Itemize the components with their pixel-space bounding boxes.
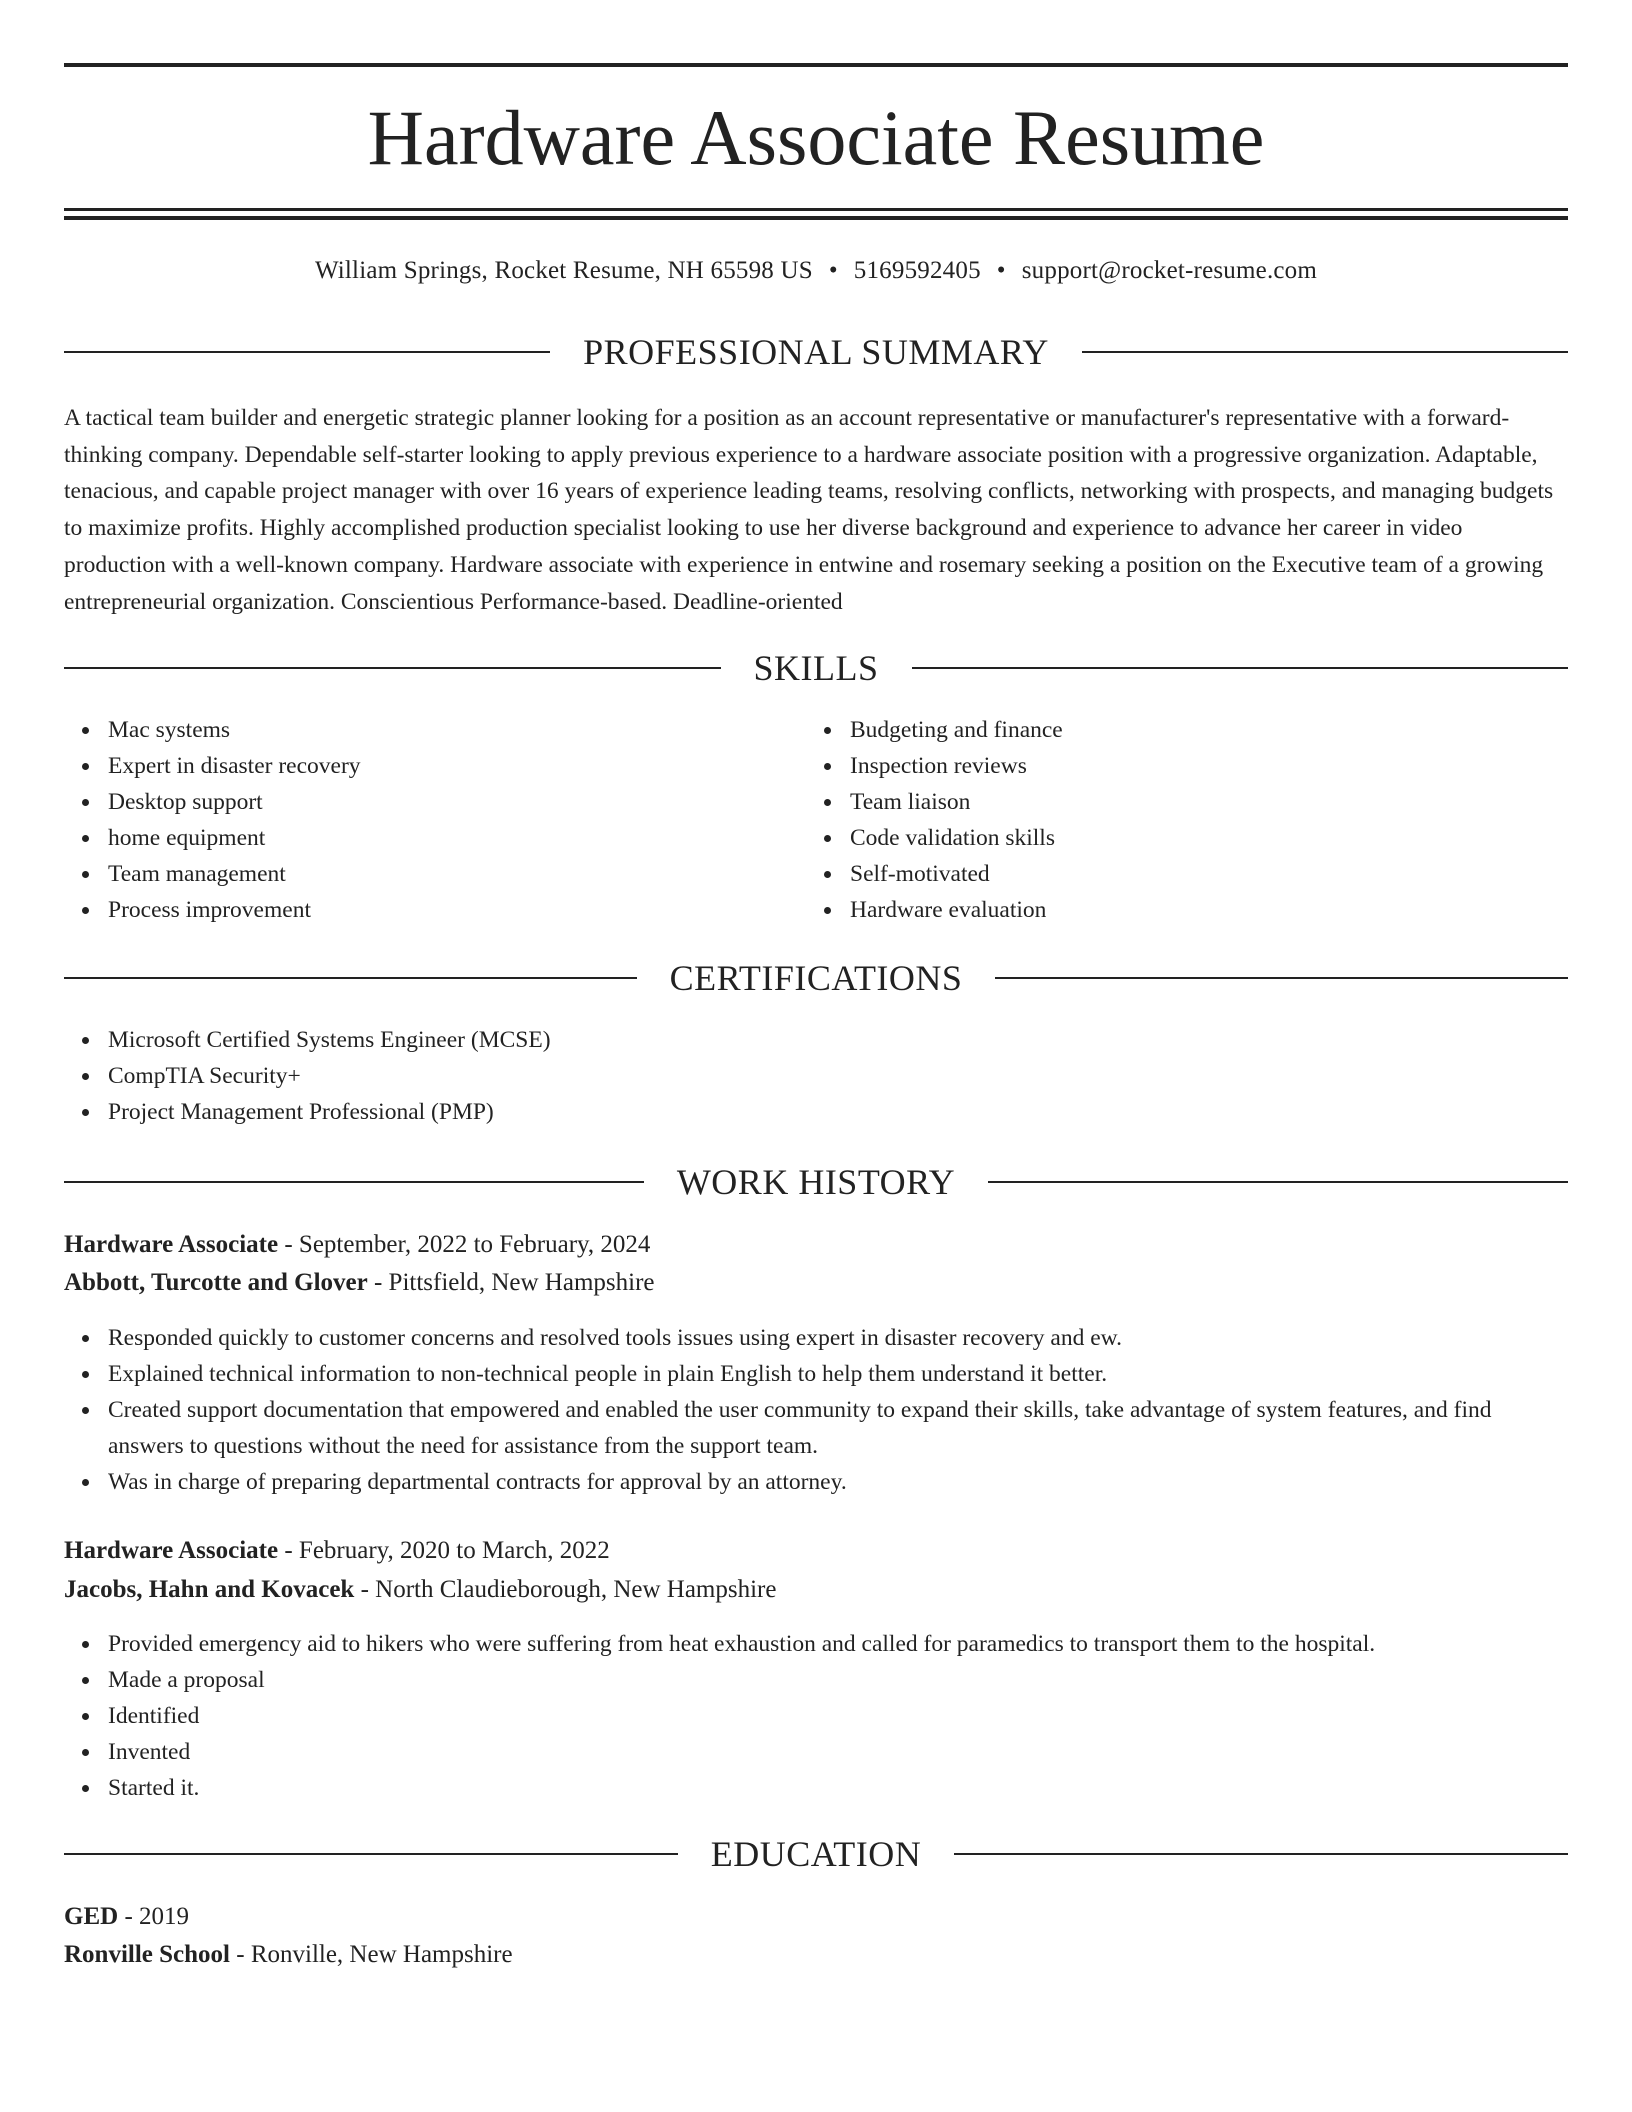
- job-bullet: Identified: [108, 1698, 1568, 1734]
- education-year: - 2019: [118, 1903, 190, 1930]
- contact-line: [64, 253, 1568, 289]
- contact-address: William Springs, Rocket Resume, NH 65598 US: [314, 257, 813, 284]
- education-degree: GED: [64, 1903, 119, 1930]
- section-title: SKILLS: [753, 648, 879, 688]
- heading-rule-left: [64, 977, 637, 979]
- section-heading-summary: [64, 330, 1568, 374]
- skill-item: Inspection reviews: [850, 748, 1550, 784]
- job-dates: - September, 2022 to February, 2024: [278, 1231, 651, 1258]
- skill-item: home equipment: [108, 820, 808, 856]
- skills-list-left: [64, 712, 808, 928]
- job-company-line: [64, 1571, 1568, 1609]
- education-school-line: [64, 1936, 1568, 1974]
- certifications-list: [64, 1022, 1568, 1130]
- job-location: - North Claudieborough, New Hampshire: [354, 1576, 777, 1603]
- skills-list-right: [806, 712, 1550, 928]
- job-title: Hardware Associate: [64, 1231, 279, 1258]
- heading-rule-left: [64, 1181, 644, 1183]
- heading-rule-left: [64, 1853, 678, 1855]
- job-bullet: Responded quickly to customer concerns and resolved tools issues using expert in disaster recovery and ew.: [108, 1320, 1568, 1356]
- skill-item: Hardware evaluation: [850, 892, 1550, 928]
- section-title: EDUCATION: [710, 1834, 922, 1874]
- header-top-rule: [64, 63, 1568, 67]
- job-location: - Pittsfield, New Hampshire: [367, 1269, 655, 1296]
- job-company: Jacobs, Hahn and Kovacek: [64, 1576, 355, 1603]
- skill-item: Mac systems: [108, 712, 808, 748]
- job-dates: - February, 2020 to March, 2022: [278, 1537, 610, 1564]
- job-bullet: Made a proposal: [108, 1662, 1568, 1698]
- job-bullets: [64, 1626, 1568, 1806]
- skill-item: Self-motivated: [850, 856, 1550, 892]
- certification-item: Microsoft Certified Systems Engineer (MCSE): [108, 1022, 1568, 1058]
- heading-rule-right: [912, 667, 1569, 669]
- section-heading-certifications: [64, 956, 1568, 1000]
- contact-separator: •: [828, 257, 838, 284]
- job-title: Hardware Associate: [64, 1537, 279, 1564]
- job-bullet: Created support documentation that empowered and enabled the user community to expand their skills, take advantage of system features, and find answers to questions without the need for assistance from the support team.: [108, 1392, 1568, 1464]
- skill-item: Budgeting and finance: [850, 712, 1550, 748]
- section-title: WORK HISTORY: [676, 1162, 956, 1202]
- heading-rule-left: [64, 667, 721, 669]
- heading-rule-left: [64, 351, 550, 353]
- certification-item: Project Management Professional (PMP): [108, 1094, 1568, 1130]
- heading-rule-right: [954, 1853, 1568, 1855]
- section-heading-education: [64, 1832, 1568, 1876]
- job-title-line: [64, 1532, 1568, 1570]
- contact-separator: •: [996, 257, 1006, 284]
- job-company-line: [64, 1264, 1568, 1302]
- contact-phone: 5169592405: [853, 257, 981, 284]
- contact-email: support@rocket-resume.com: [1021, 257, 1318, 284]
- skill-item: Code validation skills: [850, 820, 1550, 856]
- resume-title: Hardware Associate Resume: [367, 94, 1265, 181]
- skill-item: Process improvement: [108, 892, 808, 928]
- heading-rule-right: [1082, 351, 1568, 353]
- job-bullet: Explained technical information to non-technical people in plain English to help them understand it better.: [108, 1356, 1568, 1392]
- job-bullets: [64, 1320, 1568, 1500]
- skill-item: Expert in disaster recovery: [108, 748, 808, 784]
- job-bullet: Started it.: [108, 1770, 1568, 1806]
- certification-item: CompTIA Security+: [108, 1058, 1568, 1094]
- section-title: CERTIFICATIONS: [669, 958, 963, 998]
- summary-text: A tactical team builder and energetic strategic planner looking for a position as an account representative or manufacturer's representative with a forward-thinking company. Dependable self-starter looking to apply previous experience to a hardware associate position with a progressive organization. Adaptable, tenacious, and capable project manager with over 16 years of experience leading teams, resolving conflicts, networking with prospects, and managing budgets to maximize profits. Highly accomplished production specialist looking to use her diverse background and experience to advance her career in video production with a well-known company. Hardware associate with experience in entwine and rosemary seeking a position on the Executive team of a growing entrepreneurial organization. Conscientious Performance-based. Deadline-oriented: [64, 405, 1554, 615]
- job-company: Abbott, Turcotte and Glover: [64, 1269, 368, 1296]
- skill-item: Team liaison: [850, 784, 1550, 820]
- section-title: PROFESSIONAL SUMMARY: [583, 332, 1049, 372]
- heading-rule-right: [988, 1181, 1568, 1183]
- header-double-rule-lower: [64, 216, 1568, 220]
- job-bullet: Provided emergency aid to hikers who were suffering from heat exhaustion and called for paramedics to transport them to the hospital.: [108, 1626, 1568, 1662]
- education-location: - Ronville, New Hampshire: [230, 1941, 513, 1968]
- education-degree-line: [64, 1898, 1568, 1936]
- skill-item: Desktop support: [108, 784, 808, 820]
- job-bullet: Was in charge of preparing departmental contracts for approval by an attorney.: [108, 1464, 1568, 1500]
- job-title-line: [64, 1226, 1568, 1264]
- education-school: Ronville School: [64, 1941, 230, 1968]
- header-double-rule-upper: [64, 208, 1568, 211]
- heading-rule-right: [995, 977, 1568, 979]
- skill-item: Team management: [108, 856, 808, 892]
- job-bullet: Invented: [108, 1734, 1568, 1770]
- section-heading-work-history: [64, 1160, 1568, 1204]
- section-heading-skills: [64, 646, 1568, 690]
